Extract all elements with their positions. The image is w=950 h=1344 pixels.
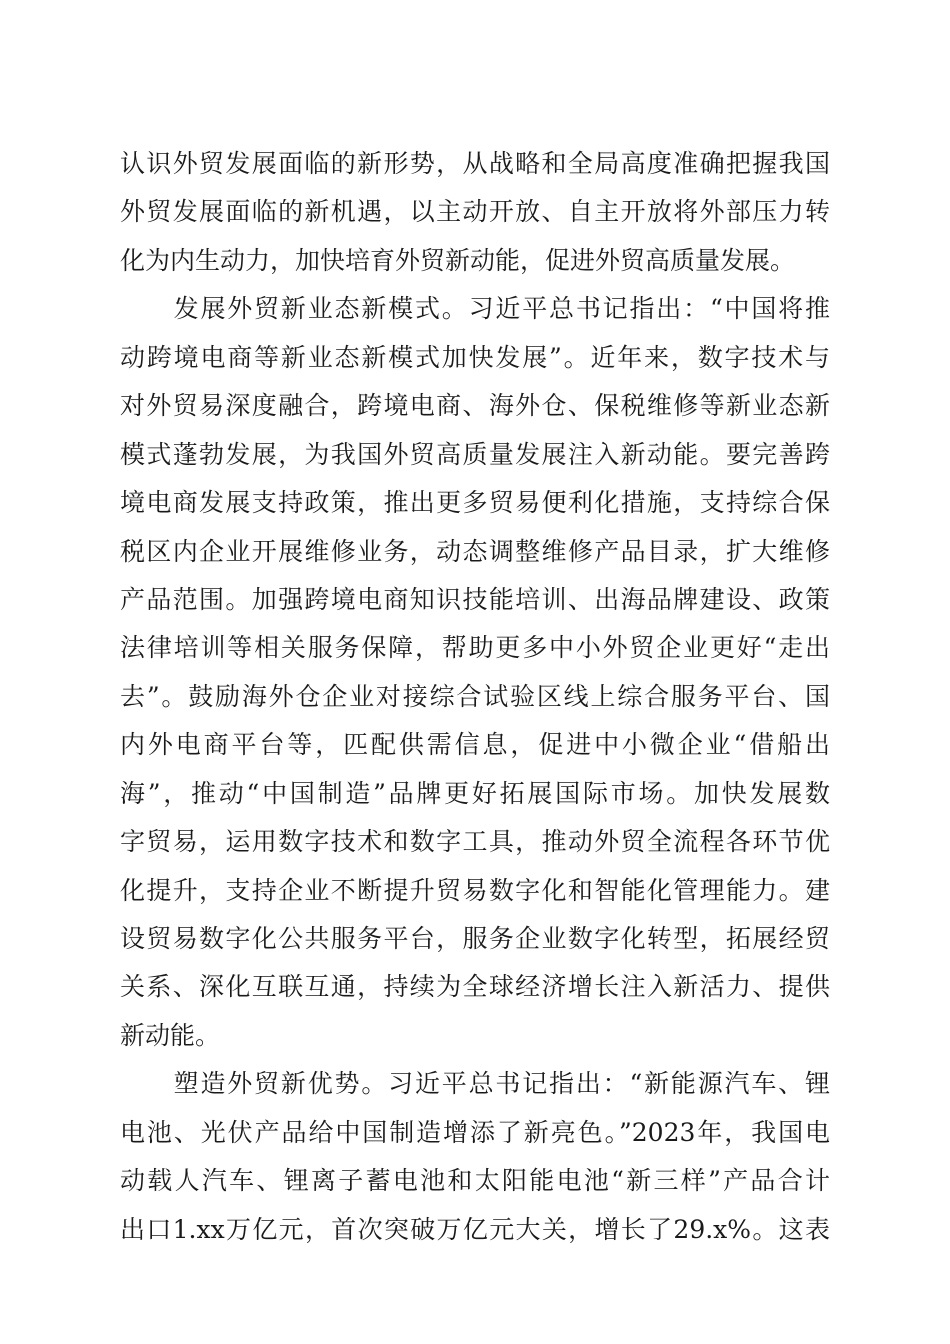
paragraph-intro-continuation — [120, 140, 830, 285]
paragraph-new-business-models — [120, 285, 830, 1060]
text-line: 关系、深化互联互通，持续为全球经济增长注入新活力、提供 — [120, 972, 830, 1002]
text-line: 出口1.xx万亿元，首次突破万亿元大关，增长了29.x%。这表 — [120, 1214, 830, 1244]
text-line: 法律培训等相关服务保障，帮助更多中小外贸企业更好“走出 — [120, 633, 830, 663]
text-line: 税区内企业开展维修业务，动态调整维修产品目录，扩大维修 — [120, 536, 830, 566]
paragraph-new-advantages — [120, 1060, 830, 1254]
text-line: 塑造外贸新优势。习近平总书记指出：“新能源汽车、锂 — [120, 1069, 830, 1099]
text-line: 字贸易，运用数字技术和数字工具，推动外贸全流程各环节优 — [120, 827, 830, 857]
text-line: 内外电商平台等，匹配供需信息，促进中小微企业“借船出 — [120, 730, 830, 760]
text-line: 模式蓬勃发展，为我国外贸高质量发展注入新动能。要完善跨 — [120, 439, 830, 469]
text-line: 发展外贸新业态新模式。习近平总书记指出：“中国将推 — [120, 294, 830, 324]
text-line: 动载人汽车、锂离子蓄电池和太阳能电池“新三样”产品合计 — [120, 1166, 830, 1196]
text-line: 设贸易数字化公共服务平台，服务企业数字化转型，拓展经贸 — [120, 924, 830, 953]
text-line: 对外贸易深度融合，跨境电商、海外仓、保税维修等新业态新 — [120, 391, 830, 421]
text-line: 新动能。 — [120, 1020, 221, 1050]
text-line: 电池、光伏产品给中国制造增添了新亮色。”2023年，我国电 — [120, 1117, 830, 1147]
text-line: 认识外贸发展面临的新形势，从战略和全局高度准确把握我国 — [120, 149, 830, 178]
body-text — [120, 140, 830, 1254]
text-line: 外贸发展面临的新机遇，以主动开放、自主开放将外部压力转 — [120, 197, 830, 227]
text-line: 境电商发展支持政策，推出更多贸易便利化措施，支持综合保 — [120, 488, 830, 518]
text-line: 产品范围。加强跨境电商知识技能培训、出海品牌建设、政策 — [120, 584, 830, 614]
text-line: 化提升，支持企业不断提升贸易数字化和智能化管理能力。建 — [120, 875, 830, 905]
text-line: 海”，推动“中国制造”品牌更好拓展国际市场。加快发展数 — [120, 778, 830, 808]
text-line: 动跨境电商等新业态新模式加快发展”。近年来，数字技术与 — [120, 342, 830, 372]
text-line: 去”。鼓励海外仓企业对接综合试验区线上综合服务平台、国 — [120, 681, 830, 711]
text-line: 化为内生动力，加快培育外贸新动能，促进外贸高质量发展。 — [120, 245, 796, 275]
